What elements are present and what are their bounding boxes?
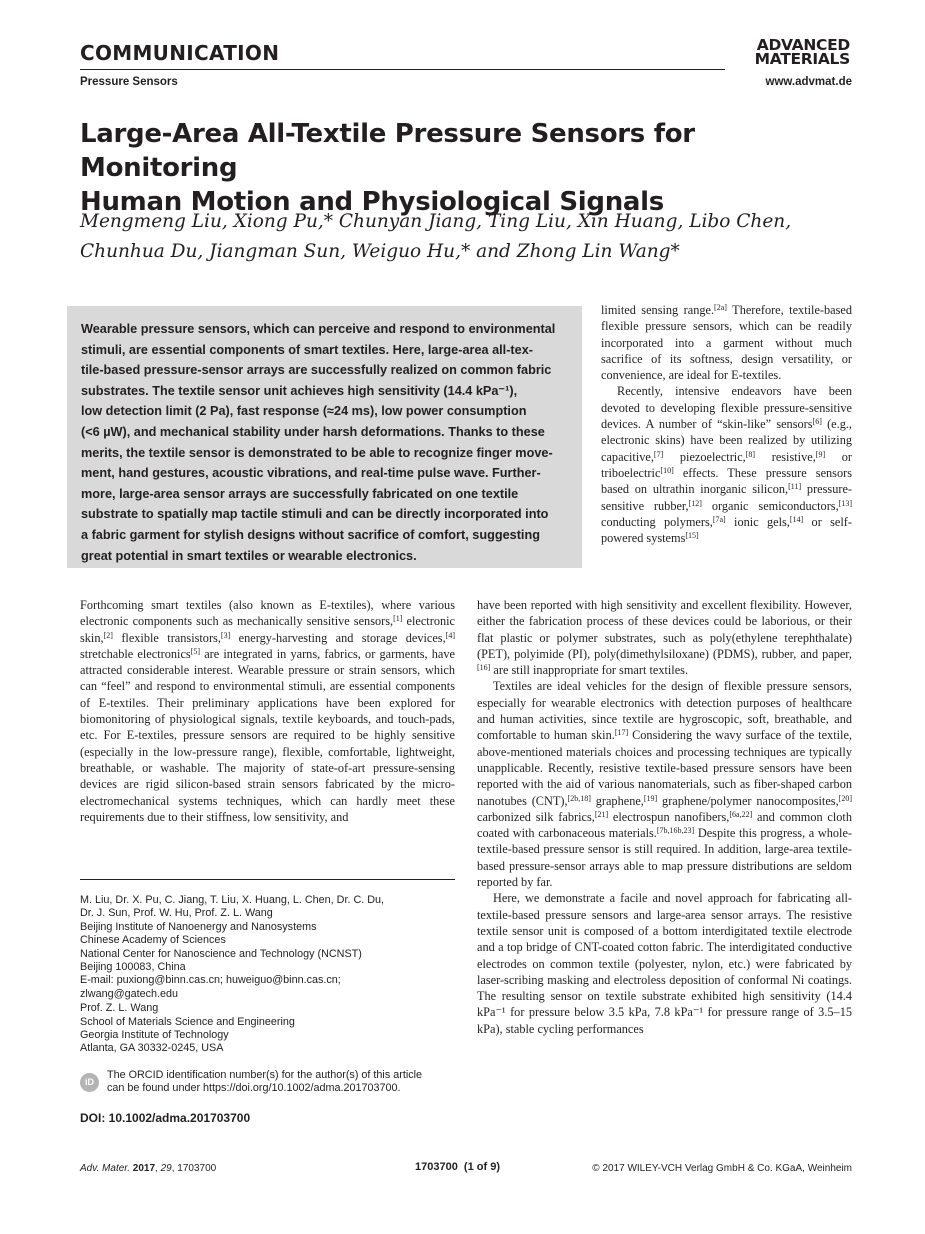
body-paragraph: Textiles are ideal vehicles for the design of flexible pressure sensors, especially for wearable electronics with detection purposes of healthcare and human activities, since textile are hygroscopic, soft, breathable, and comfortable to human skin.[17] Considering the wavy surface of the textile, above-mentioned materials choices and processing techniques are typically unapplicable. Recently, resistive textile-based pressure sensors have been reported with the aid of various nanomaterials, such as fiber-shaped carbon nanotubes (CNT),[2b,18] graphene,[19] graphene/polymer nanocomposites,[20] carbonized silk fabrics,[21] electrospun nanofibers,[6a,22] and common cloth coated with carbonaceous materials.[7b,16b,23] Despite this progress, a whole-textile-based pressure sensor is still required. In addition, large-area textile-based pressure-sensor arrays able to map pressure distributions are seldom reported by far. bbox=[477, 679, 852, 890]
abstract-line: (<6 µW), and mechanical stability under harsh deformations. Thanks to these bbox=[81, 424, 545, 439]
affiliation-line: Beijing Institute of Nanoenergy and Nanosystems bbox=[80, 920, 317, 933]
doi-label[interactable]: DOI: 10.1002/adma.201703700 bbox=[80, 1111, 251, 1125]
citation-ref[interactable]: [1] bbox=[393, 614, 403, 624]
abstract-line: tile-based pressure-sensor arrays are successfully realized on common fabric bbox=[81, 363, 552, 378]
section-label: Pressure Sensors bbox=[80, 76, 178, 88]
citation-ref[interactable]: [12] bbox=[688, 498, 702, 508]
abstract-box bbox=[67, 306, 582, 568]
affiliation-line: Beijing 100083, China bbox=[80, 961, 186, 974]
citation-ref[interactable]: [2b,18] bbox=[567, 793, 591, 803]
abstract-line: substrate to spatially map tactile stimuli and can be directly incorporated into bbox=[81, 507, 549, 522]
citation-ref[interactable]: [21] bbox=[594, 809, 609, 819]
citation-ref[interactable]: [3] bbox=[220, 630, 231, 640]
citation-ref[interactable]: [2] bbox=[103, 630, 113, 640]
category-label: COMMUNICATION bbox=[80, 41, 280, 65]
article-title bbox=[80, 117, 840, 219]
orcid-icon[interactable]: iD bbox=[80, 1073, 99, 1092]
affiliation-line: M. Liu, Dr. X. Pu, C. Jiang, T. Liu, X. Huang, L. Chen, Dr. C. Du, bbox=[80, 894, 385, 906]
journal-logo bbox=[730, 38, 850, 66]
abstract-line: low detection limit (2 Pa), fast response (≈24 ms), low power consumption bbox=[81, 404, 527, 419]
citation-ref[interactable]: [7] bbox=[653, 449, 664, 459]
logo-line-1: ADVANCED bbox=[756, 36, 850, 54]
citation-ref[interactable]: [4] bbox=[445, 630, 455, 640]
abstract-line: substrates. The textile sensor unit achieves high sensitivity (14.4 kPa⁻¹), bbox=[81, 383, 518, 398]
orcid-note bbox=[107, 1069, 467, 1096]
affiliation-line: Atlanta, GA 30332-0245, USA bbox=[80, 1042, 224, 1055]
body-column-left bbox=[80, 597, 455, 825]
body-paragraph: limited sensing range.[2a] Therefore, textile-based flexible pressure sensors, which can be readily incorporated into a garment without much sacrifice of its softness, design versatility, or convenience, are ideal for E-textiles. bbox=[601, 303, 853, 383]
citation-ref[interactable]: [13] bbox=[838, 498, 852, 508]
citation-ref[interactable]: [14] bbox=[789, 514, 804, 524]
journal-website[interactable]: www.advmat.de bbox=[765, 76, 852, 88]
abstract-line: Wearable pressure sensors, which can perceive and respond to environmental bbox=[81, 322, 556, 336]
citation-ref[interactable]: [6] bbox=[812, 417, 822, 427]
abstract-line: merits, the textile sensor is demonstrated to be able to recognize finger move- bbox=[81, 445, 553, 460]
citation-ref[interactable]: [9] bbox=[815, 449, 826, 459]
affiliation-email[interactable]: zlwang@gatech.edu bbox=[80, 987, 178, 1000]
copyright: © 2017 WILEY-VCH Verlag GmbH & Co. KGaA, Weinheim bbox=[592, 1163, 852, 1174]
citation-ref[interactable]: [10] bbox=[660, 465, 674, 475]
body-column-upper-right bbox=[601, 302, 852, 546]
title-line-2: Human Motion and Physiological Signals bbox=[80, 187, 664, 217]
citation-ref[interactable]: [17] bbox=[614, 728, 629, 738]
affiliation-line: School of Materials Science and Engineering bbox=[80, 1015, 295, 1028]
affiliation-line: National Center for Nanoscience and Technology (NCNST) bbox=[80, 947, 362, 960]
body-paragraph: Forthcoming smart textiles (also known as E-textiles), where various electronic components such as mechanically sensitive sensors,[1] electronic skin,[2] flexible transistors,[3] energy-harvesting and storage devices,[4] stretchable electronics[5] are integrated in yarns, fabrics, or garments, have attracted considerable interest. Wearable pressure or strain sensors, which can “feel” and respond to environmental stimuli, are essential components of E-textiles. Their preliminary applications have been explored for biomonitoring of physiological signals, textile keyboards, and touch-pads, etc. For E-textiles, pressure sensors are required to be highly sensitive (especially in the low-pressure range), flexible, comfortable, lightweight, breathable, or washable. The majority of state-of-art pressure-sensing devices are rigid silicon-based strain sensors fabricated by the micro-electromechanical systems techniques, which can hardly meet these requirements due to their stiffness, low sensitivity, and bbox=[80, 598, 456, 824]
footer-year: 2017 bbox=[132, 1163, 156, 1174]
abstract-line: ment, hand gestures, acoustic vibrations, and real-time pulse wave. Further- bbox=[81, 466, 541, 481]
abstract-line: stimuli, are essential components of smart textiles. Here, large-area all-tex- bbox=[81, 342, 533, 357]
logo-line-2: MATERIALS bbox=[754, 50, 850, 68]
affiliation-email[interactable]: E-mail: puxiong@binn.cas.cn; huweiguo@binn.cas.cn; bbox=[80, 974, 341, 987]
footer-journal: Adv. Mater. bbox=[80, 1163, 131, 1174]
header-rule bbox=[80, 69, 725, 70]
citation-ref[interactable]: [11] bbox=[788, 482, 802, 492]
body-paragraph: Recently, intensive endeavors have been devoted to developing flexible pressure-sensitive devices. A number of “skin-like” sensors[6] (e.g., electronic skins) have been realized by utilizing capacitive,[7] piezoelectric,[8] resistive,[9] or triboelectric[10] effects. These pressure sensors based on ultrathin inorganic silicon,[11] pressure-sensitive rubber,[12] organic semiconductors,[13] conducting polymers,[7a] ionic gels,[14] or self-powered systems[15] bbox=[601, 384, 853, 546]
citation-ref[interactable]: [5] bbox=[190, 646, 201, 656]
citation-ref[interactable]: [6a,22] bbox=[729, 809, 753, 819]
affiliation-line: Dr. J. Sun, Prof. W. Hu, Prof. Z. L. Wang bbox=[80, 907, 273, 920]
citation-ref[interactable]: [15] bbox=[685, 531, 699, 541]
footer-volume: 29 bbox=[160, 1163, 172, 1174]
citation-ref[interactable]: [19] bbox=[643, 793, 658, 803]
orcid-line-1: The ORCID identification number(s) for the author(s) of this article bbox=[107, 1069, 423, 1081]
abstract-line: a fabric garment for stylish designs without sacrifice of comfort, suggesting bbox=[81, 527, 540, 542]
citation-ref[interactable]: [2a] bbox=[714, 303, 727, 312]
affiliation-line: Prof. Z. L. Wang bbox=[80, 1002, 159, 1015]
citation-ref[interactable]: [8] bbox=[745, 449, 756, 459]
affiliation-line: Georgia Institute of Technology bbox=[80, 1029, 229, 1042]
authors-line-1: Mengmeng Liu, Xiong Pu,* Chunyan Jiang, Ting Liu, Xin Huang, Libo Chen, bbox=[80, 211, 792, 232]
citation-ref[interactable]: [16] bbox=[477, 663, 491, 673]
page-number: 1703700 (1 of 9) bbox=[415, 1161, 500, 1173]
citation-ref[interactable]: [7a] bbox=[712, 514, 726, 524]
abstract-line: more, large-area sensor arrays are successfully fabricated on one textile bbox=[81, 486, 519, 501]
body-column-right bbox=[477, 597, 852, 1037]
citation-footer: Adv. Mater. 2017, 29, 1703700 bbox=[80, 1163, 217, 1174]
body-paragraph: have been reported with high sensitivity and excellent flexibility. However, either the fabrication process of these devices could be laborious, or their flat plastic or polymer substrates, such as poly(ethylene terephthalate) (PET), polyimide (PI), poly(dimethylsiloxane) (PDMS), rubber, and paper,[16] are still inappropriate for smart textiles. bbox=[477, 598, 852, 678]
abstract-line: great potential in smart textiles or wearable electronics. bbox=[81, 548, 417, 563]
author-list bbox=[80, 207, 860, 267]
authors-line-2: Chunhua Du, Jiangman Sun, Weiguo Hu,* and Zhong Lin Wang* bbox=[80, 241, 680, 262]
title-line-1: Large-Area All-Textile Pressure Sensors for Monitoring bbox=[80, 119, 695, 183]
citation-ref[interactable]: [7b,16b,23] bbox=[656, 826, 695, 836]
affiliations bbox=[80, 894, 460, 1056]
footer-article-number: 1703700 bbox=[177, 1163, 217, 1174]
body-paragraph: Here, we demonstrate a facile and novel approach for fabricating all-textile-based pressure sensors and large-area sensor arrays. The resistive textile sensor unit is composed of a bottom interdigitated textile electrode and a top bridge of CNT-coated cotton fabric. The interdigitated conductive electrodes on common textile (polyester, nylon, etc.) were fabricated by laser-scribing masking and electroless deposition of conformal Ni coatings. The resulting sensor on textile substrate exhibited high sensitivity (14.4 kPa⁻¹ for pressure below 3.5 kPa, 7.8 kPa⁻¹ for pressure range of 3.5–15 kPa), stable cycling performances bbox=[477, 891, 852, 1036]
citation-ref[interactable]: [20] bbox=[838, 793, 852, 803]
affiliation-rule bbox=[80, 879, 455, 880]
orcid-link[interactable]: can be found under https://doi.org/10.1002/adma.201703700. bbox=[107, 1082, 401, 1095]
affiliation-line: Chinese Academy of Sciences bbox=[80, 934, 226, 947]
